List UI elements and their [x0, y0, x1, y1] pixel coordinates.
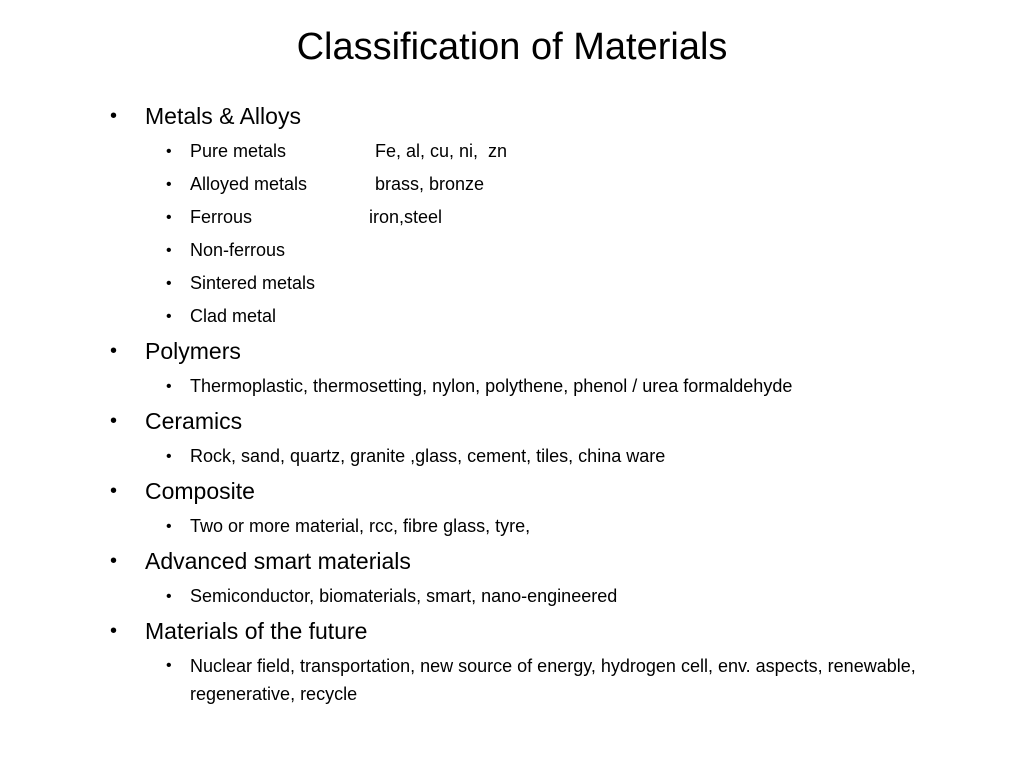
item-label: Clad metal	[190, 306, 277, 326]
polymers-sublist	[110, 370, 970, 403]
section-advanced-smart-materials	[110, 543, 970, 580]
item-label: Two or more material, rcc, fibre glass, tyre,	[190, 516, 531, 536]
section-ceramics	[110, 403, 970, 440]
slide-title: Classification of Materials	[296, 26, 728, 68]
item-label: Nuclear field, transportation, new source of energy, hydrogen cell, env. aspects, renewable, regenerative, recycle	[190, 656, 916, 704]
section-materials-of-the-future	[110, 613, 970, 650]
composite-sublist	[110, 510, 970, 543]
bullet-icon: •	[110, 550, 118, 572]
list-item-alloyed-metals	[110, 168, 970, 201]
bullet-icon: •	[166, 275, 172, 292]
item-label: Semiconductor, biomaterials, smart, nano-engineered	[190, 586, 618, 606]
list-item-ferrous	[110, 201, 970, 234]
item-detail: iron,steel	[369, 207, 443, 227]
advanced-sublist	[110, 580, 970, 613]
bullet-icon: •	[166, 657, 172, 674]
section-label: Ceramics	[145, 408, 243, 434]
list-item-clad-metal	[110, 300, 970, 333]
section-polymers	[110, 333, 970, 370]
list-item-non-ferrous	[110, 234, 970, 267]
section-label: Materials of the future	[145, 618, 368, 644]
item-label: Pure metals	[190, 141, 287, 161]
item-label: Alloyed metals	[190, 174, 308, 194]
item-label: Ferrous	[190, 207, 253, 227]
bullet-icon: •	[110, 340, 118, 362]
section-label: Metals & Alloys	[145, 103, 301, 129]
section-composite	[110, 473, 970, 510]
bullet-icon: •	[166, 143, 172, 160]
item-detail: Fe, al, cu, ni, zn	[375, 141, 508, 161]
bullet-icon: •	[166, 588, 172, 605]
bullet-icon: •	[110, 480, 118, 502]
list-item-pure-metals	[110, 135, 970, 168]
bullet-icon: •	[166, 176, 172, 193]
section-label: Advanced smart materials	[145, 548, 411, 574]
section-label: Polymers	[145, 338, 241, 364]
slide-content	[110, 98, 970, 708]
list-item-advanced	[110, 580, 970, 613]
list-item-future	[110, 650, 970, 708]
bullet-icon: •	[166, 378, 172, 395]
ceramics-sublist	[110, 440, 970, 473]
bullet-icon: •	[166, 308, 172, 325]
item-label: Rock, sand, quartz, granite ,glass, cement, tiles, china ware	[190, 446, 666, 466]
item-label: Thermoplastic, thermosetting, nylon, polythene, phenol / urea formaldehyde	[190, 376, 793, 396]
bullet-icon: •	[166, 209, 172, 226]
bullet-icon: •	[110, 105, 118, 127]
section-label: Composite	[145, 478, 255, 504]
item-label: Sintered metals	[190, 273, 316, 293]
bullet-icon: •	[166, 242, 172, 259]
bullet-icon: •	[166, 448, 172, 465]
future-sublist	[110, 650, 970, 708]
list-item-ceramics	[110, 440, 970, 473]
item-detail: brass, bronze	[375, 174, 485, 194]
item-label: Non-ferrous	[190, 240, 286, 260]
bullet-icon: •	[110, 620, 118, 642]
list-item-polymers	[110, 370, 970, 403]
section-metals-alloys	[110, 98, 970, 135]
bullet-icon: •	[110, 410, 118, 432]
list-item-sintered-metals	[110, 267, 970, 300]
bullet-icon: •	[166, 518, 172, 535]
list-item-composite	[110, 510, 970, 543]
metals-sublist	[110, 135, 970, 333]
